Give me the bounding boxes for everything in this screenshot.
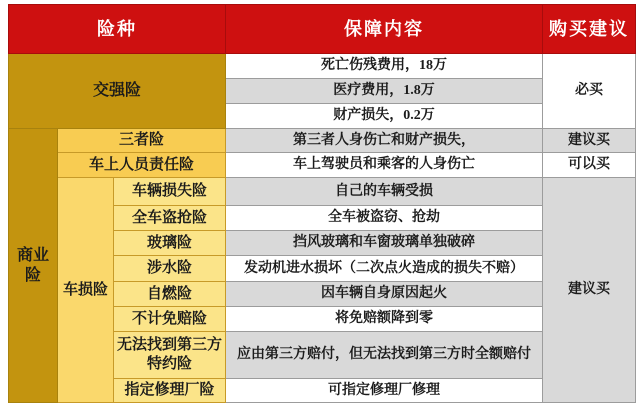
cell-coverage: 因车辆自身原因起火 (226, 282, 543, 307)
cell-coverage: 财产损失，0.2万 (226, 104, 543, 129)
cell-subitem-label: 涉水险 (114, 256, 226, 282)
cell-subitem-label: 无法找到第三方特约险 (114, 332, 226, 379)
cell-subitem-label: 玻璃险 (114, 231, 226, 256)
cell-coverage: 全车被盗窃、抢劫 (226, 206, 543, 231)
cell-advice-suggest-buy: 建议买 (543, 129, 636, 153)
cell-commercial-label: 商业险 (9, 129, 58, 403)
cell-third-party-label: 三者险 (58, 129, 226, 153)
table-row (9, 54, 636, 79)
cell-coverage: 挡风玻璃和车窗玻璃单独破碎 (226, 231, 543, 256)
cell-advice-suggest-buy-group: 建议买 (543, 178, 636, 403)
cell-coverage: 发动机进水损坏（二次点火造成的损失不赔） (226, 256, 543, 282)
insurance-table (8, 4, 636, 403)
table-row (9, 153, 636, 178)
header-insurance-type: 险种 (9, 5, 226, 54)
cell-passenger-label: 车上人员责任险 (58, 153, 226, 178)
cell-coverage: 应由第三方赔付，但无法找到第三方时全额赔付 (226, 332, 543, 379)
cell-coverage: 医疗费用，1.8万 (226, 79, 543, 104)
cell-coverage: 车上驾驶员和乘客的人身伤亡 (226, 153, 543, 178)
header-coverage: 保障内容 (226, 5, 543, 54)
table-header-row (9, 5, 636, 54)
cell-advice-must-buy: 必买 (543, 54, 636, 129)
cell-subitem-label: 全车盗抢险 (114, 206, 226, 231)
cell-subitem-label: 车辆损失险 (114, 178, 226, 206)
cell-subitem-label: 不计免赔险 (114, 307, 226, 332)
cell-coverage: 可指定修理厂修理 (226, 379, 543, 403)
cell-coverage: 死亡伤残费用，18万 (226, 54, 543, 79)
cell-coverage: 第三者人身伤亡和财产损失， (226, 129, 543, 153)
cell-coverage: 将免赔额降到零 (226, 307, 543, 332)
table-row (9, 178, 636, 206)
cell-compulsory-label: 交强险 (9, 54, 226, 129)
cell-coverage: 自己的车辆受损 (226, 178, 543, 206)
cell-subitem-label: 自燃险 (114, 282, 226, 307)
cell-advice-may-buy: 可以买 (543, 153, 636, 178)
cell-subitem-label: 指定修理厂险 (114, 379, 226, 403)
cell-damage-label: 车损险 (58, 178, 114, 403)
header-advice: 购买建议 (543, 5, 636, 54)
table-row (9, 129, 636, 153)
